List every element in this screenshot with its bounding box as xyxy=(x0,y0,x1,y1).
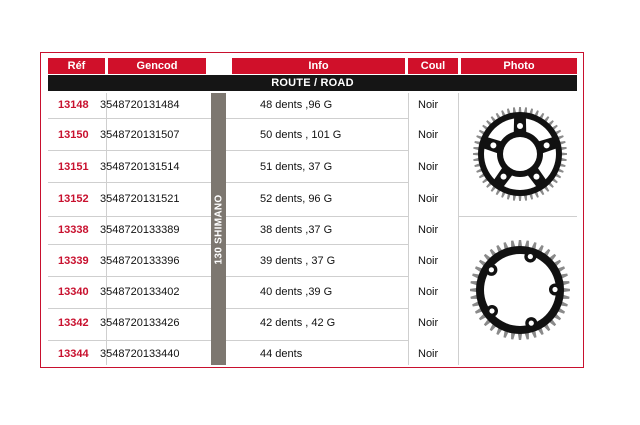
header-info: Info xyxy=(232,58,405,74)
row-coul: Noir xyxy=(418,224,439,236)
row-divider xyxy=(48,244,408,245)
row-info: 40 dents ,39 G xyxy=(260,286,333,298)
row-info: 42 dents , 42 G xyxy=(260,317,336,329)
row-coul: Noir xyxy=(418,317,439,329)
row-coul: Noir xyxy=(418,161,439,173)
group-label: 130 SHIMANO xyxy=(213,194,224,264)
row-ref: 13342 xyxy=(58,317,89,329)
row-ref: 13340 xyxy=(58,286,89,298)
group-label-wrap xyxy=(211,93,226,365)
row-divider xyxy=(48,276,408,277)
row-gencod: 3548720133402 xyxy=(100,286,180,298)
row-ref: 13339 xyxy=(58,255,89,267)
row-divider xyxy=(48,308,408,309)
row-info: 52 dents, 96 G xyxy=(260,193,333,205)
chainring-thin-icon xyxy=(470,234,570,346)
row-divider xyxy=(48,340,408,341)
row-coul: Noir xyxy=(418,99,439,111)
row-gencod: 3548720131514 xyxy=(100,161,180,173)
row-info: 50 dents , 101 G xyxy=(260,129,342,141)
column-divider xyxy=(408,93,409,365)
row-ref: 13152 xyxy=(58,193,89,205)
row-divider xyxy=(48,150,408,151)
row-info: 38 dents ,37 G xyxy=(260,224,333,236)
row-info: 39 dents , 37 G xyxy=(260,255,336,267)
row-gencod: 3548720131521 xyxy=(100,193,180,205)
header-ref: Réf xyxy=(48,58,105,74)
row-gencod: 3548720133389 xyxy=(100,224,180,236)
row-coul: Noir xyxy=(418,193,439,205)
row-info: 48 dents ,96 G xyxy=(260,99,333,111)
chainring-five-arm-icon xyxy=(472,96,568,212)
row-gencod: 3548720133440 xyxy=(100,348,180,360)
row-gencod: 3548720131484 xyxy=(100,99,180,111)
row-ref: 13344 xyxy=(58,348,89,360)
column-divider xyxy=(458,93,459,365)
row-divider xyxy=(48,182,408,183)
row-ref: 13338 xyxy=(58,224,89,236)
row-info: 44 dents xyxy=(260,348,303,360)
row-gencod: 3548720133396 xyxy=(100,255,180,267)
row-divider xyxy=(48,216,408,217)
row-gencod: 3548720133426 xyxy=(100,317,180,329)
row-coul: Noir xyxy=(418,348,439,360)
row-coul: Noir xyxy=(418,129,439,141)
header-gencod: Gencod xyxy=(108,58,206,74)
row-divider xyxy=(48,118,408,119)
row-info: 51 dents, 37 G xyxy=(260,161,333,173)
photo-divider xyxy=(458,216,577,217)
header-coul: Coul xyxy=(408,58,458,74)
row-coul: Noir xyxy=(418,286,439,298)
row-ref: 13151 xyxy=(58,161,89,173)
row-ref: 13148 xyxy=(58,99,89,111)
section-title: ROUTE / ROAD xyxy=(48,75,577,91)
row-gencod: 3548720131507 xyxy=(100,129,180,141)
row-ref: 13150 xyxy=(58,129,89,141)
header-photo: Photo xyxy=(461,58,577,74)
row-coul: Noir xyxy=(418,255,439,267)
